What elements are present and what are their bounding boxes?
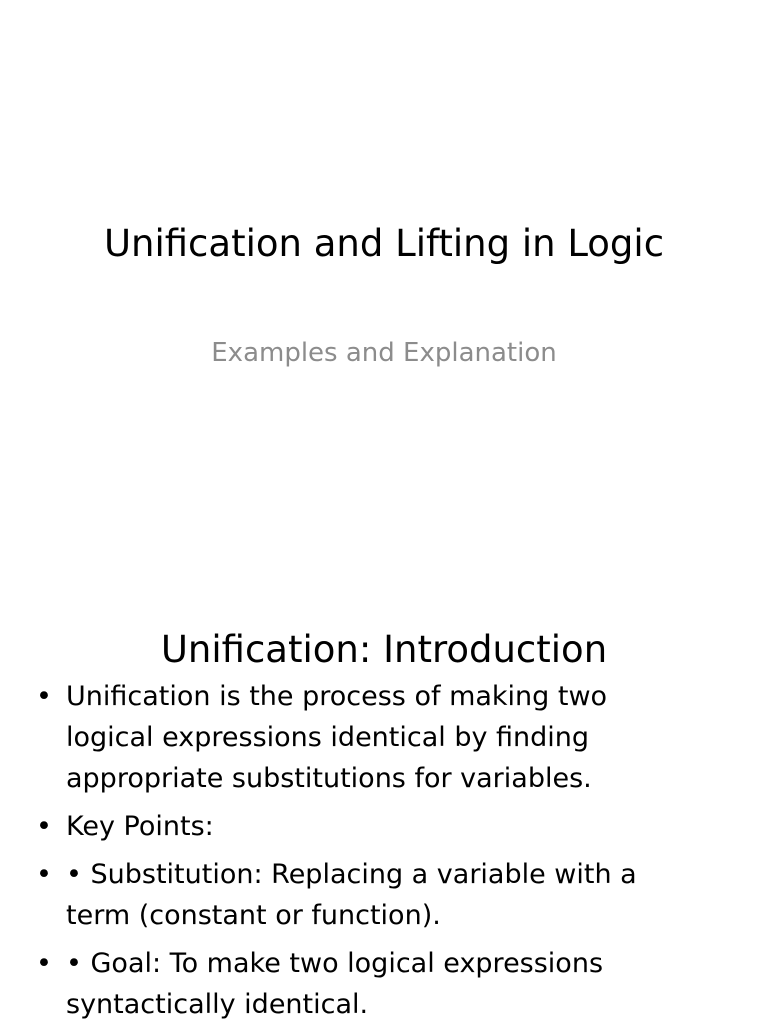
bullet-line: • Goal: To make two logical expressions bbox=[66, 948, 604, 979]
bullet-item bbox=[36, 854, 736, 936]
bullet-line: Unification is the process of making two bbox=[66, 681, 608, 712]
bullet-line: • Substitution: Replacing a variable with a bbox=[66, 859, 637, 890]
slide-subtitle: Examples and Explanation bbox=[211, 338, 557, 368]
bullet-line: logical expressions identical by finding bbox=[66, 722, 590, 753]
bullet-line: appropriate substitutions for variables. bbox=[66, 763, 592, 794]
bullet-marker: • bbox=[36, 948, 52, 979]
slide-heading: Unification: Introduction bbox=[160, 628, 608, 671]
bullet-line: Key Points: bbox=[66, 811, 214, 842]
bullet-marker: • bbox=[36, 811, 52, 842]
bullet-line: syntactically identical. bbox=[66, 989, 369, 1020]
bullet-item bbox=[36, 676, 736, 799]
bullet-item bbox=[36, 806, 736, 847]
slide-unification-intro bbox=[0, 576, 768, 1024]
bullet-list bbox=[36, 676, 736, 1024]
slide-title-heading: Unification and Lifting in Logic bbox=[103, 222, 665, 265]
bullet-item bbox=[36, 943, 736, 1024]
bullet-marker: • bbox=[36, 859, 52, 890]
bullet-line: term (constant or function). bbox=[66, 900, 441, 931]
bullet-marker: • bbox=[36, 681, 52, 712]
